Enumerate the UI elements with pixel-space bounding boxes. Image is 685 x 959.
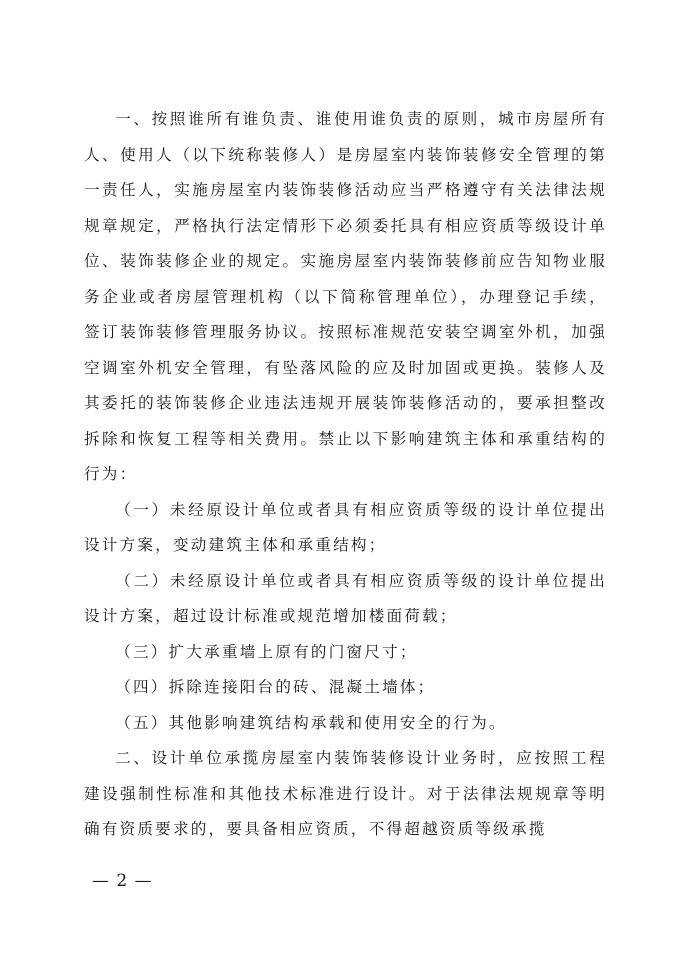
paragraph-1-principle: 一、按照谁所有谁负责、谁使用谁负责的原则，城市房屋所有人、使用人（以下统称装修人）是房屋室内装饰装修安全管理的第一责任人，实施房屋室内装饰装修活动应当严格遵守有关法律法规规章规定，严格执行法定情形下必须委托具有相应资质等级设计单位、装饰装修企业的规定。实施房屋室内装饰装修前应告知物业服务企业或者房屋管理机构（以下简称管理单位），办理登记手续，签订装饰装修管理服务协议。按照标准规范安装空调室外机，加强空调室外机安全管理，有坠落风险的应及时加固或更换。装修人及其委托的装饰装修企业违法违规开展装饰装修活动的，要承担整改拆除和恢复工程等相关费用。禁止以下影响建筑主体和承重结构的行为：: [84, 110, 607, 483]
paragraph-item-5: （五）其他影响建筑结构承载和使用安全的行为。: [115, 713, 507, 732]
page-number: — 2 —: [92, 871, 153, 891]
paragraph-item-4: （四）拆除连接阳台的砖、混凝土墙体；: [115, 678, 436, 696]
paragraph-2-design: 二、设计单位承揽房屋室内装饰装修设计业务时，应按照工程建设强制性标准和其他技术标准进行设计。对于法律法规规章等明确有资质要求的，要具备相应资质，不得超越资质等级承揽: [84, 749, 607, 838]
document-body: [84, 102, 607, 848]
paragraph-item-3: （三）扩大承重墙上原有的门窗尺寸；: [115, 642, 418, 661]
paragraph-item-1: （一）未经原设计单位或者具有相应资质等级的设计单位提出设计方案，变动建筑主体和承重结构；: [84, 500, 607, 554]
paragraph-item-2: （二）未经原设计单位或者具有相应资质等级的设计单位提出设计方案，超过设计标准或规范增加楼面荷载；: [84, 571, 607, 625]
